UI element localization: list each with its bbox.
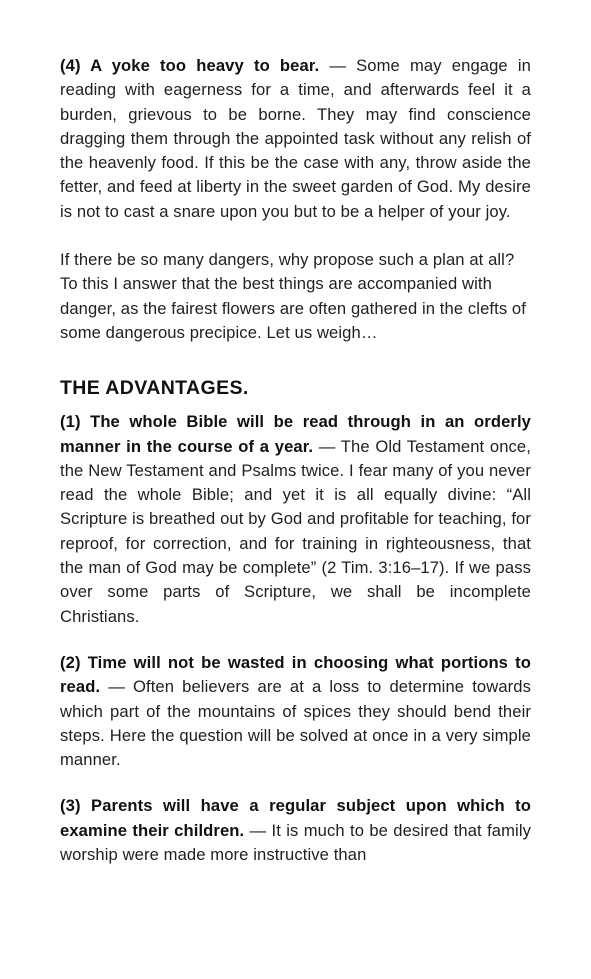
paragraph-body: — The Old Testament once, the New Testament and Psalms twice. I fear many of you never read the whole Bible; and yet it is all equally divine: “All Scripture is breathed out by God and profitable for teaching, for reproof, for correction, and for training in righteousness, that the man of God may be complete” (2 Tim. 3:16–17). If we pass over some parts of Scripture, we shall be incomplete Christians. [60,436,531,626]
document-page [60,54,531,867]
paragraph-advantage-1 [60,410,531,629]
section-heading-advantages: THE ADVANTAGES. [60,377,249,400]
paragraph-lead: (4) A yoke too heavy to bear. [60,56,320,75]
paragraph-body: — Some may engage in reading with eagerness for a time, and afterwards feel it a burden, grievous to be borne. They may find conscience dragging them through the appointed task without any relish of the heavenly food. If this be the case with any, throw aside the fetter, and feed at liberty in the sweet garden of God. My desire is not to cast a snare upon you but to be a helper of your joy. [60,56,532,221]
paragraph-advantage-3 [60,794,531,867]
paragraph-lead: (2) Time will not be wasted in choosing what portions to read. [60,652,531,697]
paragraph-advantage-2 [60,651,531,772]
paragraph-body: — It is much to be desired that family worship were made more instructive than [60,820,531,865]
paragraph-lead: (1) The whole Bible will be read through in an orderly manner in the course of a year. [60,412,531,456]
paragraph-dangers-answer [60,248,531,345]
paragraph-body: If there be so many dangers, why propose such a plan at all? To this I answer that the best things are accompanied with danger, as the fairest flowers are often gathered in the clefts of some dangerous precipice. Let us weigh… [60,250,526,342]
paragraph-body: — Often believers are at a loss to determine towards which part of the mountains of spices they should bend their steps. Here the question will be solved at once in a very simple manner. [60,677,531,770]
paragraph-lead: (3) Parents will have a regular subject upon which to examine their children. [60,796,531,840]
paragraph-yoke-too-heavy [60,54,531,224]
